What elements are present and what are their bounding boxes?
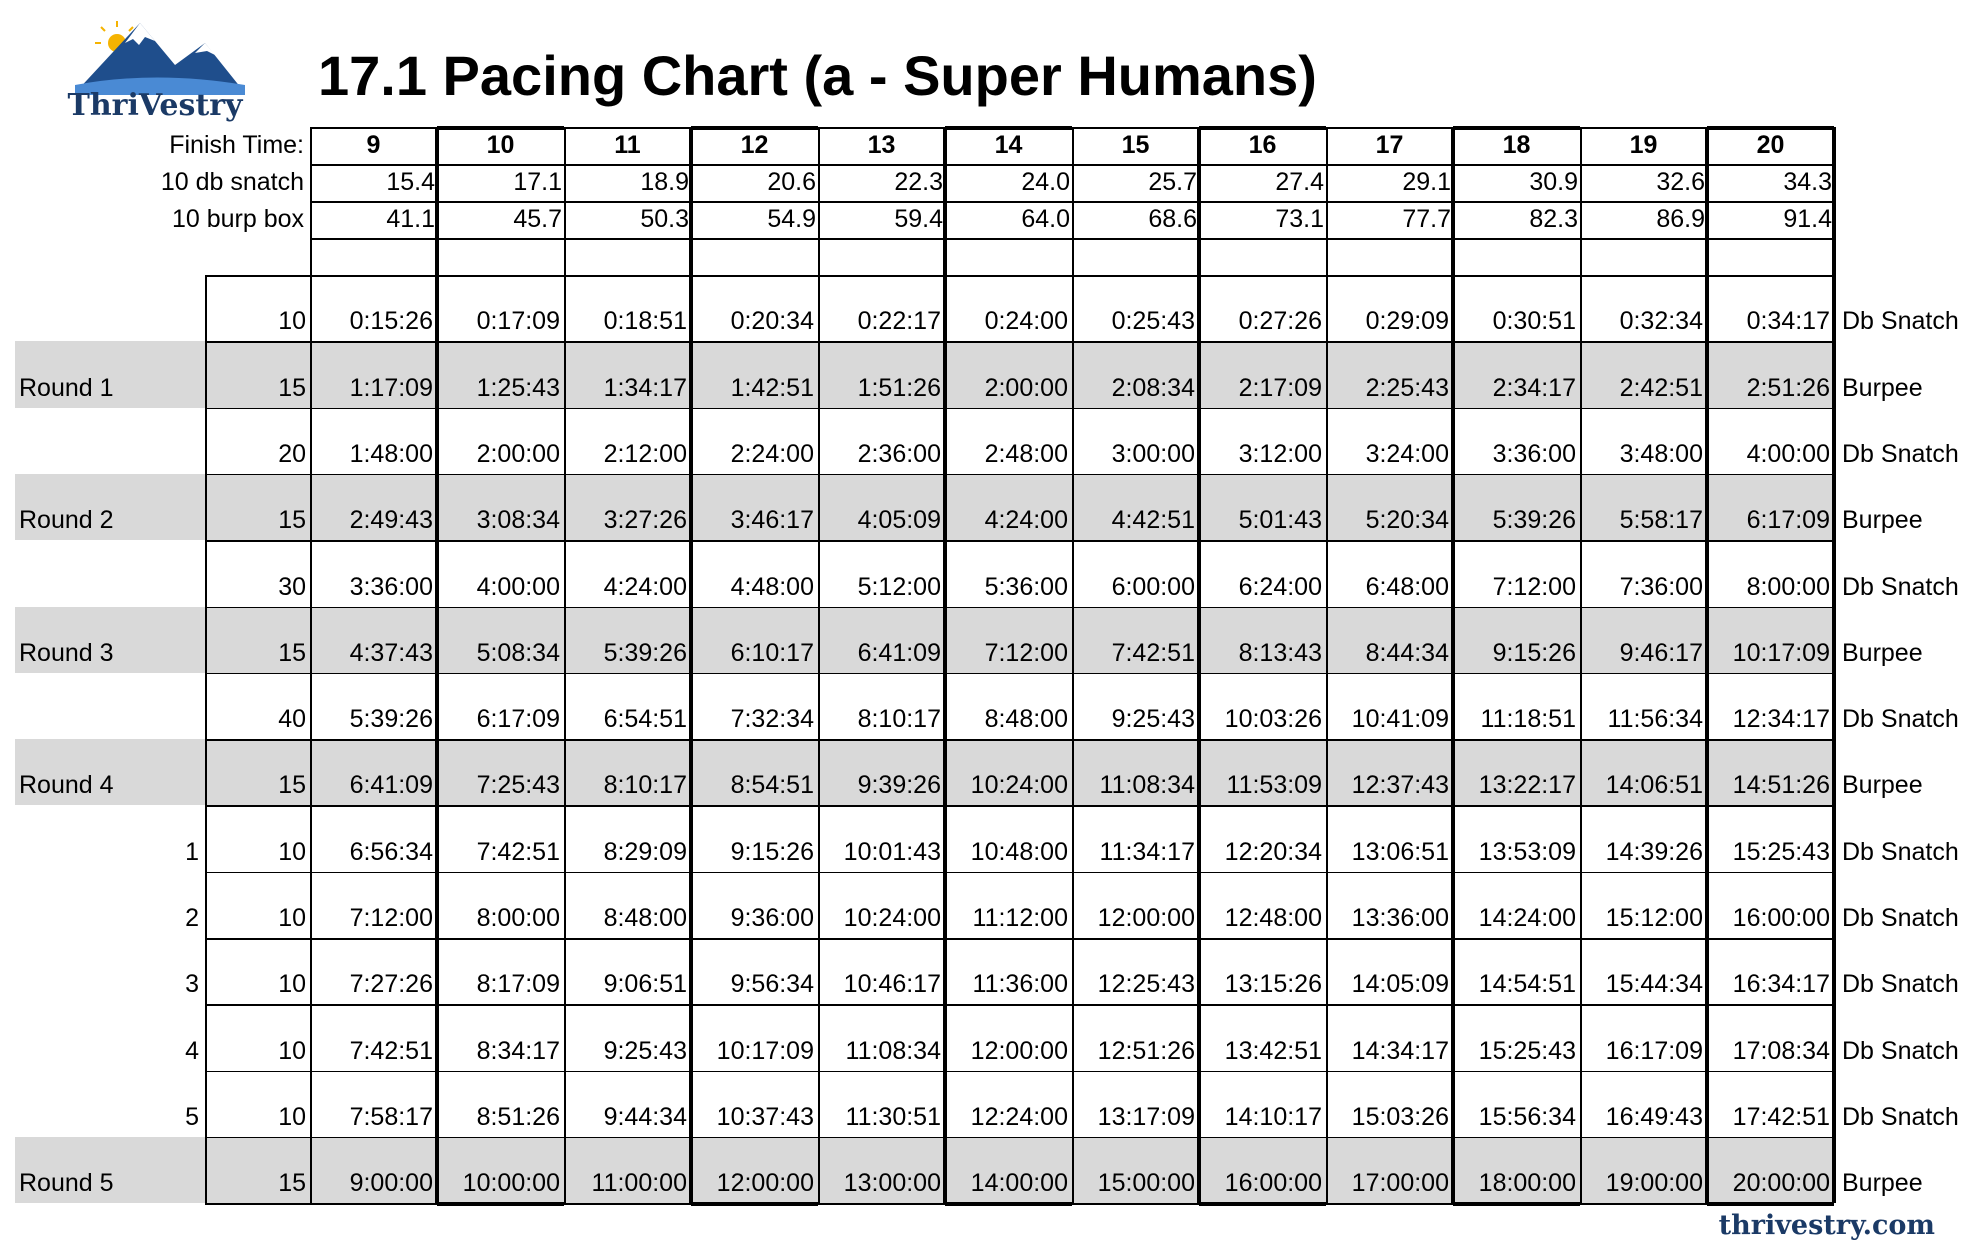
sub-round-number: 3	[185, 970, 199, 999]
time-cell: 11:56:34	[1607, 705, 1703, 734]
round-label: Round 5	[19, 1169, 114, 1198]
time-cell: 6:00:00	[1111, 572, 1195, 601]
finish-time-header: 17	[1375, 131, 1404, 159]
reps-cell: 15	[278, 771, 306, 800]
time-cell: 0:15:26	[349, 307, 433, 336]
split-seconds: 32.6	[1656, 168, 1705, 196]
time-cell: 6:17:09	[476, 705, 560, 734]
finish-time-header: 16	[1248, 131, 1277, 159]
time-cell: 14:05:09	[1351, 970, 1449, 999]
time-cell: 6:48:00	[1365, 572, 1449, 601]
time-cell: 3:48:00	[1619, 439, 1703, 468]
movement-label: Db Snatch	[1842, 970, 1959, 999]
finish-time-header: 18	[1502, 131, 1531, 159]
reps-cell: 30	[278, 572, 306, 601]
split-seconds: 22.3	[894, 168, 943, 196]
time-cell: 2:17:09	[1238, 373, 1322, 402]
finish-time-header: 20	[1756, 131, 1785, 159]
time-cell: 2:24:00	[730, 439, 814, 468]
time-cell: 5:39:26	[1492, 506, 1576, 535]
column-group-border	[437, 126, 564, 130]
column-rule	[1832, 127, 1836, 1203]
time-cell: 13:15:26	[1224, 970, 1322, 999]
split-seconds: 82.3	[1529, 205, 1578, 233]
time-cell: 9:36:00	[730, 904, 814, 932]
time-cell: 12:24:00	[970, 1102, 1068, 1131]
time-cell: 4:42:51	[1111, 506, 1195, 535]
time-cell: 7:58:17	[349, 1102, 433, 1131]
reps-cell: 10	[278, 970, 306, 999]
time-cell: 11:08:34	[845, 1036, 941, 1065]
time-cell: 3:08:34	[476, 506, 560, 535]
column-rule	[564, 127, 566, 1203]
split-seconds: 68.6	[1148, 205, 1197, 233]
time-cell: 1:34:17	[603, 373, 687, 402]
logo-wordmark: ThriVestry	[67, 88, 243, 123]
time-cell: 9:25:43	[603, 1036, 687, 1065]
time-cell: 0:20:34	[730, 307, 814, 336]
time-cell: 7:27:26	[349, 970, 433, 999]
column-group-border	[1707, 1202, 1834, 1206]
movement-label: Db Snatch	[1842, 307, 1959, 336]
time-cell: 14:06:51	[1605, 771, 1703, 800]
time-cell: 16:00:00	[1224, 1169, 1322, 1198]
time-cell: 5:36:00	[984, 572, 1068, 601]
split-seconds: 15.4	[386, 168, 435, 196]
time-cell: 7:42:51	[1111, 638, 1195, 667]
time-cell: 12:48:00	[1224, 904, 1322, 932]
column-rule	[943, 127, 947, 1203]
reps-cell: 20	[278, 439, 306, 468]
time-cell: 7:12:00	[1492, 572, 1576, 601]
row-rule	[205, 540, 1834, 542]
time-cell: 4:48:00	[730, 572, 814, 601]
time-cell: 15:03:26	[1351, 1102, 1449, 1131]
row-rule	[205, 474, 1834, 476]
time-cell: 8:34:17	[476, 1036, 560, 1065]
time-cell: 10:41:09	[1351, 705, 1449, 734]
time-cell: 4:00:00	[476, 572, 560, 601]
finish-time-header: 12	[740, 131, 769, 159]
sub-round-number: 5	[185, 1102, 199, 1131]
split-label: 10 burp box	[171, 205, 304, 233]
time-cell: 11:18:51	[1480, 705, 1576, 734]
time-cell: 5:08:34	[476, 638, 560, 667]
time-cell: 5:39:26	[603, 638, 687, 667]
movement-label: Db Snatch	[1842, 837, 1959, 866]
time-cell: 14:39:26	[1605, 837, 1703, 866]
split-seconds: 20.6	[767, 168, 816, 196]
time-cell: 10:01:43	[843, 837, 941, 866]
reps-cell: 10	[278, 1036, 306, 1065]
time-cell: 7:12:00	[349, 904, 433, 932]
finish-time-header: 13	[867, 131, 896, 159]
column-group-border	[945, 1202, 1072, 1206]
row-rule	[205, 1071, 1834, 1073]
time-cell: 20:00:00	[1732, 1169, 1830, 1198]
time-cell: 1:25:43	[476, 373, 560, 402]
sub-round-number: 1	[185, 837, 199, 866]
time-cell: 9:46:17	[1619, 638, 1703, 667]
time-cell: 8:54:51	[730, 771, 814, 800]
row-rule	[205, 1004, 1834, 1006]
finish-time-header: 19	[1629, 131, 1658, 159]
movement-label: Burpee	[1842, 771, 1923, 800]
reps-cell: 10	[278, 904, 306, 932]
time-cell: 16:17:09	[1605, 1036, 1703, 1065]
time-cell: 2:12:00	[603, 439, 687, 468]
column-group-border	[945, 126, 1072, 130]
time-cell: 13:17:09	[1097, 1102, 1195, 1131]
time-cell: 11:08:34	[1099, 771, 1195, 800]
time-cell: 8:51:26	[476, 1102, 560, 1131]
column-rule	[1451, 127, 1455, 1203]
time-cell: 12:34:17	[1732, 705, 1830, 734]
time-cell: 15:00:00	[1097, 1169, 1195, 1198]
row-rule	[205, 872, 1834, 874]
mountain-icon	[75, 23, 245, 95]
time-cell: 3:12:00	[1238, 439, 1322, 468]
movement-label: Db Snatch	[1842, 904, 1959, 932]
time-cell: 4:24:00	[603, 572, 687, 601]
split-label: 10 db snatch	[160, 168, 304, 196]
time-cell: 3:00:00	[1111, 439, 1195, 468]
time-cell: 0:25:43	[1111, 307, 1195, 336]
time-cell: 2:36:00	[857, 439, 941, 468]
split-seconds: 50.3	[640, 205, 689, 233]
split-seconds: 34.3	[1783, 168, 1832, 196]
time-cell: 6:41:09	[857, 638, 941, 667]
split-seconds: 25.7	[1148, 168, 1197, 196]
column-group-border	[1707, 126, 1834, 130]
time-cell: 5:39:26	[349, 705, 433, 734]
sub-round-number: 2	[185, 904, 199, 932]
split-seconds: 54.9	[767, 205, 816, 233]
time-cell: 2:25:43	[1365, 373, 1449, 402]
time-cell: 14:10:17	[1224, 1102, 1322, 1131]
time-cell: 2:34:17	[1492, 373, 1576, 402]
time-cell: 0:27:26	[1238, 307, 1322, 336]
time-cell: 3:27:26	[603, 506, 687, 535]
split-seconds: 30.9	[1529, 168, 1578, 196]
row-rule	[205, 408, 1834, 410]
time-cell: 8:00:00	[1746, 572, 1830, 601]
column-rule	[818, 127, 820, 1203]
time-cell: 8:17:09	[476, 970, 560, 999]
time-cell: 10:24:00	[970, 771, 1068, 800]
column-rule	[435, 127, 439, 1203]
reps-cell: 15	[278, 373, 306, 402]
time-cell: 7:32:34	[730, 705, 814, 734]
movement-label: Db Snatch	[1842, 1036, 1959, 1065]
row-rule	[205, 673, 1834, 675]
time-cell: 15:25:43	[1478, 1036, 1576, 1065]
time-cell: 10:37:43	[716, 1102, 814, 1131]
time-cell: 14:54:51	[1478, 970, 1576, 999]
time-cell: 12:00:00	[1097, 904, 1195, 932]
movement-label: Db Snatch	[1842, 572, 1959, 601]
time-cell: 12:25:43	[1097, 970, 1195, 999]
time-cell: 5:20:34	[1365, 506, 1449, 535]
time-cell: 15:56:34	[1478, 1102, 1576, 1131]
finish-time-header: 11	[614, 131, 641, 159]
column-group-border	[691, 126, 818, 130]
time-cell: 15:44:34	[1605, 970, 1703, 999]
time-cell: 1:48:00	[349, 439, 433, 468]
split-seconds: 45.7	[513, 205, 562, 233]
website-url: thrivestry.com	[1718, 1210, 1935, 1241]
column-rule	[1580, 127, 1582, 1203]
time-cell: 11:30:51	[845, 1102, 941, 1131]
split-seconds: 17.1	[513, 168, 562, 196]
reps-cell: 15	[278, 638, 306, 667]
movement-label: Burpee	[1842, 1169, 1923, 1198]
time-cell: 12:51:26	[1097, 1036, 1195, 1065]
time-cell: 10:46:17	[843, 970, 941, 999]
time-cell: 0:22:17	[857, 307, 941, 336]
time-cell: 13:36:00	[1351, 904, 1449, 932]
time-cell: 2:00:00	[984, 373, 1068, 402]
time-cell: 15:25:43	[1732, 837, 1830, 866]
time-cell: 10:48:00	[970, 837, 1068, 866]
finish-time-header: 10	[486, 131, 515, 159]
time-cell: 17:08:34	[1732, 1036, 1830, 1065]
time-cell: 9:44:34	[603, 1102, 687, 1131]
time-cell: 12:37:43	[1351, 771, 1449, 800]
reps-cell: 10	[278, 1102, 306, 1131]
split-seconds: 77.7	[1402, 205, 1451, 233]
column-rule	[1197, 127, 1201, 1203]
time-cell: 5:01:43	[1238, 506, 1322, 535]
time-cell: 0:24:00	[984, 307, 1068, 336]
time-cell: 4:24:00	[984, 506, 1068, 535]
time-cell: 16:49:43	[1605, 1102, 1703, 1131]
time-cell: 10:03:26	[1224, 705, 1322, 734]
time-cell: 13:00:00	[843, 1169, 941, 1198]
time-cell: 11:00:00	[591, 1169, 687, 1198]
reps-cell: 10	[278, 307, 306, 336]
time-cell: 11:36:00	[972, 970, 1068, 999]
time-cell: 13:53:09	[1478, 837, 1576, 866]
time-cell: 4:05:09	[857, 506, 941, 535]
reps-cell: 15	[278, 1169, 306, 1198]
split-seconds: 24.0	[1021, 168, 1070, 196]
time-cell: 11:12:00	[972, 904, 1068, 932]
round-label: Round 1	[19, 373, 114, 402]
time-cell: 2:49:43	[349, 506, 433, 535]
time-cell: 8:48:00	[984, 705, 1068, 734]
time-cell: 10:00:00	[462, 1169, 560, 1198]
time-cell: 3:24:00	[1365, 439, 1449, 468]
time-cell: 10:17:09	[1732, 638, 1830, 667]
time-cell: 8:00:00	[476, 904, 560, 932]
time-cell: 9:15:26	[730, 837, 814, 866]
time-cell: 0:17:09	[476, 307, 560, 336]
movement-label: Burpee	[1842, 373, 1923, 402]
time-cell: 6:41:09	[349, 771, 433, 800]
time-cell: 7:25:43	[476, 771, 560, 800]
column-rule	[1705, 127, 1709, 1203]
round-label: Round 4	[19, 771, 114, 800]
split-seconds: 86.9	[1656, 205, 1705, 233]
row-rule	[205, 1137, 1834, 1139]
time-cell: 4:00:00	[1746, 439, 1830, 468]
time-cell: 2:00:00	[476, 439, 560, 468]
round-label: Round 3	[19, 638, 114, 667]
time-cell: 6:10:17	[730, 638, 814, 667]
time-cell: 6:56:34	[349, 837, 433, 866]
page-title: 17.1 Pacing Chart (a - Super Humans)	[318, 44, 1317, 107]
split-seconds: 27.4	[1275, 168, 1324, 196]
movement-label: Db Snatch	[1842, 705, 1959, 734]
time-cell: 14:24:00	[1478, 904, 1576, 932]
split-seconds: 64.0	[1021, 205, 1070, 233]
split-seconds: 73.1	[1275, 205, 1324, 233]
finish-time-header: 15	[1121, 131, 1150, 159]
column-group-border	[691, 1202, 818, 1206]
time-cell: 2:51:26	[1746, 373, 1830, 402]
time-cell: 17:42:51	[1732, 1102, 1830, 1131]
time-cell: 9:06:51	[603, 970, 687, 999]
split-seconds: 18.9	[640, 168, 689, 196]
time-cell: 10:17:09	[716, 1036, 814, 1065]
time-cell: 0:18:51	[603, 307, 687, 336]
split-seconds: 29.1	[1402, 168, 1451, 196]
time-cell: 12:20:34	[1224, 837, 1322, 866]
split-seconds: 41.1	[386, 205, 435, 233]
time-cell: 8:13:43	[1238, 638, 1322, 667]
time-cell: 8:10:17	[857, 705, 941, 734]
time-cell: 9:15:26	[1492, 638, 1576, 667]
movement-label: Burpee	[1842, 506, 1923, 535]
sub-round-number: 4	[185, 1036, 199, 1065]
time-cell: 2:08:34	[1111, 373, 1195, 402]
finish-time-header: 9	[366, 131, 381, 159]
time-cell: 16:00:00	[1732, 904, 1830, 932]
time-cell: 8:44:34	[1365, 638, 1449, 667]
column-rule	[205, 275, 207, 1203]
row-rule	[205, 341, 1834, 343]
time-cell: 5:12:00	[857, 572, 941, 601]
row-rule	[205, 607, 1834, 609]
time-cell: 6:54:51	[603, 705, 687, 734]
time-cell: 3:46:17	[730, 506, 814, 535]
time-cell: 9:25:43	[1111, 705, 1195, 734]
reps-cell: 15	[278, 506, 306, 535]
time-cell: 0:34:17	[1746, 307, 1830, 336]
movement-label: Db Snatch	[1842, 439, 1959, 468]
time-cell: 1:42:51	[730, 373, 814, 402]
row-rule	[205, 938, 1834, 940]
round-label: Round 2	[19, 506, 114, 535]
time-cell: 9:39:26	[857, 771, 941, 800]
column-group-border	[437, 1202, 564, 1206]
time-cell: 14:00:00	[970, 1169, 1068, 1198]
time-cell: 0:29:09	[1365, 307, 1449, 336]
time-cell: 13:22:17	[1478, 771, 1576, 800]
time-cell: 18:00:00	[1478, 1169, 1576, 1198]
split-seconds: 59.4	[894, 205, 943, 233]
column-group-border	[1199, 126, 1326, 130]
time-cell: 3:36:00	[1492, 439, 1576, 468]
time-cell: 0:30:51	[1492, 307, 1576, 336]
column-rule	[310, 127, 312, 1203]
time-cell: 7:36:00	[1619, 572, 1703, 601]
column-rule	[1326, 127, 1328, 1203]
time-cell: 8:29:09	[603, 837, 687, 866]
time-cell: 6:24:00	[1238, 572, 1322, 601]
time-cell: 9:56:34	[730, 970, 814, 999]
time-cell: 0:32:34	[1619, 307, 1703, 336]
time-cell: 1:51:26	[857, 373, 941, 402]
time-cell: 2:42:51	[1619, 373, 1703, 402]
time-cell: 9:00:00	[349, 1169, 433, 1198]
time-cell: 13:42:51	[1224, 1036, 1322, 1065]
time-cell: 16:34:17	[1732, 970, 1830, 999]
row-rule	[205, 275, 1834, 277]
split-seconds: 91.4	[1783, 205, 1832, 233]
time-cell: 14:34:17	[1351, 1036, 1449, 1065]
time-cell: 10:24:00	[843, 904, 941, 932]
movement-label: Burpee	[1842, 638, 1923, 667]
reps-cell: 10	[278, 837, 306, 866]
time-cell: 12:00:00	[970, 1036, 1068, 1065]
time-cell: 6:17:09	[1746, 506, 1830, 535]
time-cell: 11:53:09	[1226, 771, 1322, 800]
reps-cell: 40	[278, 705, 306, 734]
time-cell: 15:12:00	[1605, 904, 1703, 932]
finish-time-header: 14	[994, 131, 1023, 159]
time-cell: 13:06:51	[1351, 837, 1449, 866]
time-cell: 17:00:00	[1351, 1169, 1449, 1198]
time-cell: 19:00:00	[1605, 1169, 1703, 1198]
column-group-border	[1453, 126, 1580, 130]
column-group-border	[1453, 1202, 1580, 1206]
time-cell: 8:10:17	[603, 771, 687, 800]
time-cell: 12:00:00	[716, 1169, 814, 1198]
row-rule	[205, 805, 1834, 807]
time-cell: 8:48:00	[603, 904, 687, 932]
finish-time-label: Finish Time:	[169, 131, 304, 159]
column-group-border	[1199, 1202, 1326, 1206]
row-rule	[205, 739, 1834, 741]
movement-label: Db Snatch	[1842, 1102, 1959, 1131]
time-cell: 4:37:43	[349, 638, 433, 667]
time-cell: 11:34:17	[1099, 837, 1195, 866]
time-cell: 3:36:00	[349, 572, 433, 601]
time-cell: 14:51:26	[1732, 771, 1830, 800]
time-cell: 2:48:00	[984, 439, 1068, 468]
time-cell: 5:58:17	[1619, 506, 1703, 535]
time-cell: 1:17:09	[349, 373, 433, 402]
column-rule	[1072, 127, 1074, 1203]
time-cell: 7:42:51	[349, 1036, 433, 1065]
thrivestry-logo	[55, 15, 255, 125]
time-cell: 7:42:51	[476, 837, 560, 866]
column-rule	[689, 127, 693, 1203]
time-cell: 7:12:00	[984, 638, 1068, 667]
